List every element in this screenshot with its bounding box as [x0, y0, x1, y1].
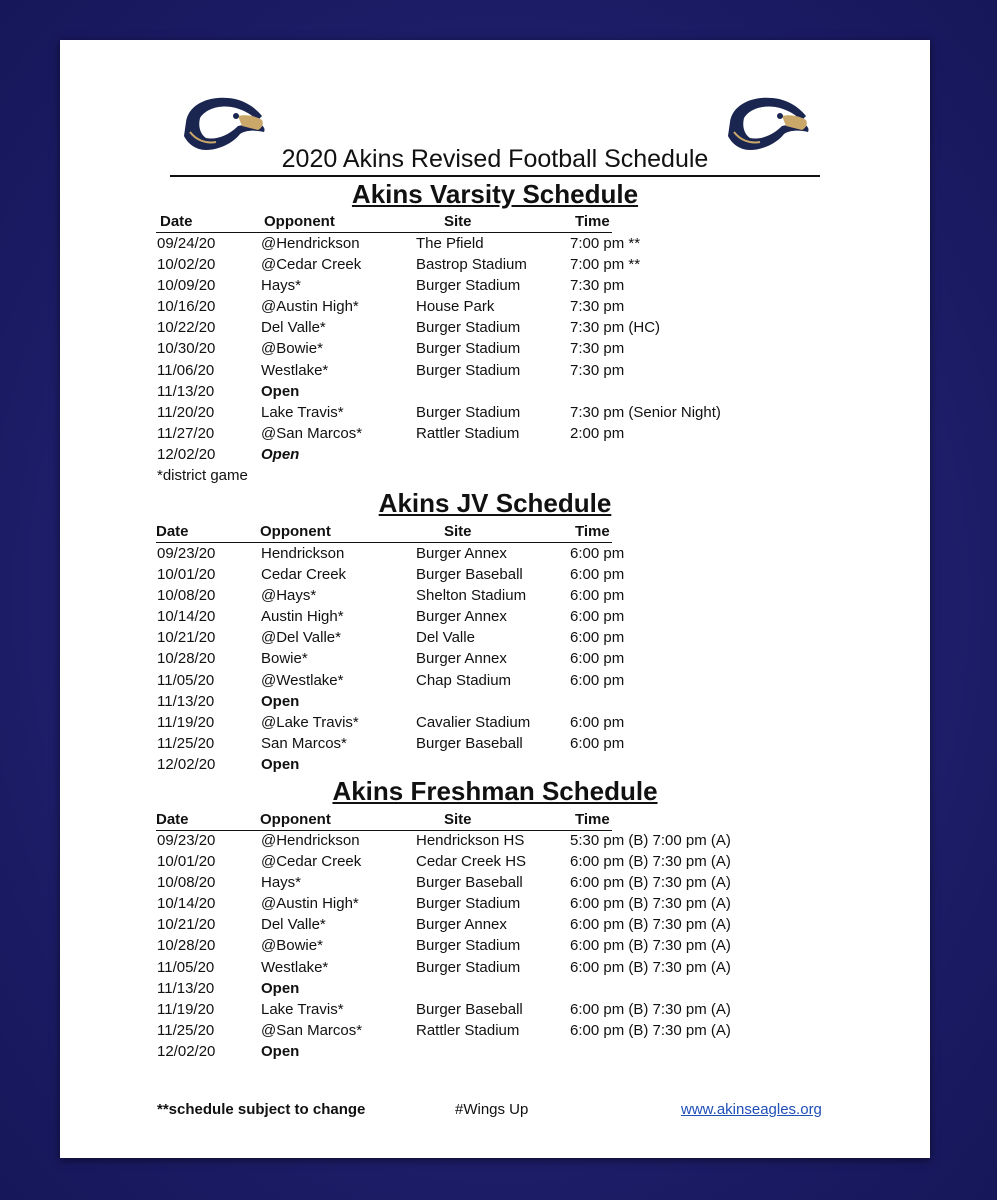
row-time: 6:00 pm (B) 7:30 pm (A): [570, 958, 731, 976]
row-opponent: @Bowie*: [261, 340, 323, 358]
row-time: 6:00 pm: [570, 734, 625, 752]
row-opponent: Del Valle*: [261, 916, 326, 934]
row-opponent: Lake Travis*: [261, 1000, 344, 1018]
row-date: 10/01/20: [157, 566, 216, 584]
row-date: 10/09/20: [157, 277, 216, 295]
row-site: Shelton Stadium: [416, 587, 527, 605]
row-site: Burger Stadium: [416, 937, 521, 955]
row-time: 7:30 pm (HC): [570, 319, 661, 337]
row-opponent: Open: [261, 1042, 300, 1060]
row-date: 11/13/20: [157, 382, 215, 400]
freshman-section-title: Akins Freshman Schedule: [332, 776, 658, 806]
row-site: Burger Baseball: [416, 1000, 523, 1018]
header-time: Time: [575, 213, 610, 230]
row-opponent: @Lake Travis*: [261, 713, 359, 731]
row-opponent: @San Marcos*: [261, 424, 363, 442]
header-date: Date: [160, 213, 193, 230]
schedule-row: [157, 254, 877, 275]
schedule-row: [157, 830, 877, 851]
row-site: Burger Baseball: [416, 874, 523, 892]
schedule-row: [157, 914, 877, 935]
row-opponent: Austin High*: [261, 608, 344, 626]
header-date: Date: [156, 523, 189, 540]
row-site: Burger Stadium: [416, 340, 521, 358]
jv-table: [157, 543, 877, 775]
row-date: 10/22/20: [157, 319, 216, 337]
schedule-row: [157, 360, 877, 381]
row-opponent: Hendrickson: [261, 545, 345, 562]
row-date: 10/08/20: [157, 874, 216, 892]
row-opponent: Hays*: [261, 277, 302, 295]
row-opponent: Del Valle*: [261, 319, 326, 337]
row-time: 6:00 pm (B) 7:30 pm (A): [570, 937, 731, 955]
row-opponent: @San Marcos*: [261, 1021, 363, 1039]
schedule-row: [157, 935, 877, 956]
row-time: 6:00 pm (B) 7:30 pm (A): [570, 895, 731, 913]
schedule-row: [157, 402, 877, 423]
row-date: 12/02/20: [157, 1042, 216, 1060]
row-date: 11/27/20: [157, 424, 215, 442]
page-title: 2020 Akins Revised Football Schedule: [170, 143, 820, 177]
header-opponent: Opponent: [264, 213, 335, 230]
row-date: 09/23/20: [157, 832, 216, 849]
row-site: Bastrop Stadium: [416, 256, 527, 274]
district-game-note: *district game: [157, 467, 248, 484]
schedule-row: [157, 275, 877, 296]
schedule-row: [157, 564, 877, 585]
header-time: Time: [575, 811, 610, 828]
row-date: 10/30/20: [157, 340, 216, 358]
row-date: 11/05/20: [157, 671, 215, 689]
schedule-row: [157, 1020, 877, 1041]
schedule-row: [157, 543, 877, 564]
row-date: 10/02/20: [157, 256, 216, 274]
row-site: Burger Annex: [416, 916, 507, 934]
row-opponent: Open: [261, 979, 300, 997]
row-date: 11/05/20: [157, 958, 215, 976]
schedule-row: [157, 381, 877, 402]
schedule-row: [157, 851, 877, 872]
freshman-table-header: [156, 810, 612, 831]
row-site: House Park: [416, 298, 495, 316]
row-date: 10/28/20: [157, 650, 216, 668]
freshman-table: [157, 830, 877, 1062]
row-opponent: @Cedar Creek: [261, 853, 362, 871]
row-opponent: Cedar Creek: [261, 566, 347, 584]
row-time: 6:00 pm: [570, 545, 625, 562]
header-date: Date: [156, 811, 189, 828]
row-date: 11/13/20: [157, 979, 215, 997]
schedule-row: [157, 978, 877, 999]
row-time: 6:00 pm: [570, 713, 625, 731]
row-site: Hendrickson HS: [416, 832, 525, 849]
row-opponent: @Bowie*: [261, 937, 323, 955]
header-opponent: Opponent: [260, 523, 331, 540]
varsity-table-header: [156, 212, 612, 233]
schedule-row: [157, 733, 877, 754]
schedule-row: [157, 444, 877, 465]
schedule-row: [157, 872, 877, 893]
schedule-row: [157, 893, 877, 914]
row-time: 7:30 pm: [570, 361, 625, 379]
row-time: 7:00 pm **: [570, 256, 641, 274]
hashtag-text: #Wings Up: [455, 1101, 529, 1118]
schedule-row: [157, 754, 877, 775]
row-site: Rattler Stadium: [416, 424, 520, 442]
row-site: Burger Annex: [416, 545, 507, 562]
row-opponent: @Austin High*: [261, 298, 359, 316]
row-opponent: @Hendrickson: [261, 832, 360, 849]
schedule-row: [157, 999, 877, 1020]
row-site: Rattler Stadium: [416, 1021, 520, 1039]
row-date: 12/02/20: [157, 755, 216, 773]
row-date: 11/06/20: [157, 361, 215, 379]
schedule-page: [60, 40, 930, 1158]
row-date: 10/08/20: [157, 587, 216, 605]
website-link[interactable]: www.akinseagles.org: [681, 1101, 822, 1118]
row-opponent: Open: [261, 692, 300, 710]
row-date: 12/02/20: [157, 445, 216, 463]
row-site: Burger Stadium: [416, 277, 521, 295]
header-site: Site: [444, 523, 472, 540]
row-time: 6:00 pm (B) 7:30 pm (A): [570, 1000, 731, 1018]
row-opponent: @Hendrickson: [261, 235, 360, 252]
row-opponent: Open: [261, 755, 300, 773]
row-site: Burger Stadium: [416, 403, 521, 421]
schedule-row: [157, 423, 877, 444]
row-opponent: Westlake*: [261, 361, 329, 379]
row-date: 10/14/20: [157, 608, 216, 626]
row-date: 09/24/20: [157, 235, 216, 252]
row-site: Burger Stadium: [416, 958, 521, 976]
row-time: 6:00 pm: [570, 650, 625, 668]
schedule-row: [157, 1041, 877, 1062]
row-site: Chap Stadium: [416, 671, 512, 689]
schedule-row: [157, 648, 877, 669]
row-opponent: Open: [261, 382, 300, 400]
header-time: Time: [575, 523, 610, 540]
row-site: Burger Annex: [416, 608, 507, 626]
row-time: 2:00 pm: [570, 424, 625, 442]
schedule-row: [157, 233, 877, 254]
row-date: 10/28/20: [157, 937, 216, 955]
row-opponent: @Hays*: [261, 587, 317, 605]
row-time: 6:00 pm (B) 7:30 pm (A): [570, 1021, 731, 1039]
schedule-row: [157, 338, 877, 359]
row-date: 10/14/20: [157, 895, 216, 913]
row-date: 11/20/20: [157, 403, 215, 421]
schedule-row: [157, 317, 877, 338]
schedule-row: [157, 296, 877, 317]
row-opponent: @Del Valle*: [261, 629, 341, 647]
row-time: 6:00 pm: [570, 629, 625, 647]
row-time: 6:00 pm: [570, 608, 625, 626]
row-date: 10/21/20: [157, 916, 216, 934]
schedule-row: [157, 627, 877, 648]
row-opponent: Lake Travis*: [261, 403, 344, 421]
row-date: 11/25/20: [157, 734, 215, 752]
row-opponent: Bowie*: [261, 650, 308, 668]
row-date: 10/21/20: [157, 629, 216, 647]
header-opponent: Opponent: [260, 811, 331, 828]
row-time: 6:00 pm: [570, 587, 625, 605]
row-site: Burger Stadium: [416, 895, 521, 913]
row-opponent: @Westlake*: [261, 671, 344, 689]
row-time: 6:00 pm (B) 7:30 pm (A): [570, 916, 731, 934]
schedule-row: [157, 606, 877, 627]
header-site: Site: [444, 811, 472, 828]
row-time: 6:00 pm: [570, 671, 625, 689]
schedule-row: [157, 585, 877, 606]
row-time: 5:30 pm (B) 7:00 pm (A): [570, 832, 731, 849]
row-opponent: @Austin High*: [261, 895, 359, 913]
row-opponent: Hays*: [261, 874, 302, 892]
jv-section-title: Akins JV Schedule: [378, 488, 612, 518]
schedule-row: [157, 957, 877, 978]
row-site: Burger Stadium: [416, 361, 521, 379]
row-site: Del Valle: [416, 629, 475, 647]
row-date: 11/13/20: [157, 692, 215, 710]
schedule-row: [157, 712, 877, 733]
row-opponent: @Cedar Creek: [261, 256, 362, 274]
schedule-change-note: **schedule subject to change: [157, 1101, 366, 1118]
row-time: 6:00 pm (B) 7:30 pm (A): [570, 853, 731, 871]
row-opponent: San Marcos*: [261, 734, 347, 752]
row-date: 10/16/20: [157, 298, 216, 316]
row-date: 11/25/20: [157, 1021, 215, 1039]
row-site: Burger Stadium: [416, 319, 521, 337]
row-time: 6:00 pm (B) 7:30 pm (A): [570, 874, 731, 892]
row-time: 6:00 pm: [570, 566, 625, 584]
row-site: Cedar Creek HS: [416, 853, 527, 871]
row-site: Burger Baseball: [416, 734, 523, 752]
row-opponent: Westlake*: [261, 958, 329, 976]
row-date: 11/19/20: [157, 713, 215, 731]
row-date: 10/01/20: [157, 853, 216, 871]
header-site: Site: [444, 213, 472, 230]
row-site: Burger Annex: [416, 650, 507, 668]
row-opponent: Open: [261, 445, 300, 463]
row-date: 11/19/20: [157, 1000, 215, 1018]
varsity-section-title: Akins Varsity Schedule: [351, 179, 639, 209]
jv-table-header: [156, 522, 612, 543]
varsity-table: [157, 233, 877, 465]
row-time: 7:00 pm **: [570, 235, 641, 252]
row-site: Cavalier Stadium: [416, 713, 531, 731]
schedule-row: [157, 691, 877, 712]
row-site: The Pfield: [416, 235, 484, 252]
schedule-row: [157, 670, 877, 691]
row-site: Burger Baseball: [416, 566, 523, 584]
row-date: 09/23/20: [157, 545, 216, 562]
row-time: 7:30 pm: [570, 298, 625, 316]
row-time: 7:30 pm (Senior Night): [570, 403, 721, 421]
row-time: 7:30 pm: [570, 277, 625, 295]
row-time: 7:30 pm: [570, 340, 625, 358]
